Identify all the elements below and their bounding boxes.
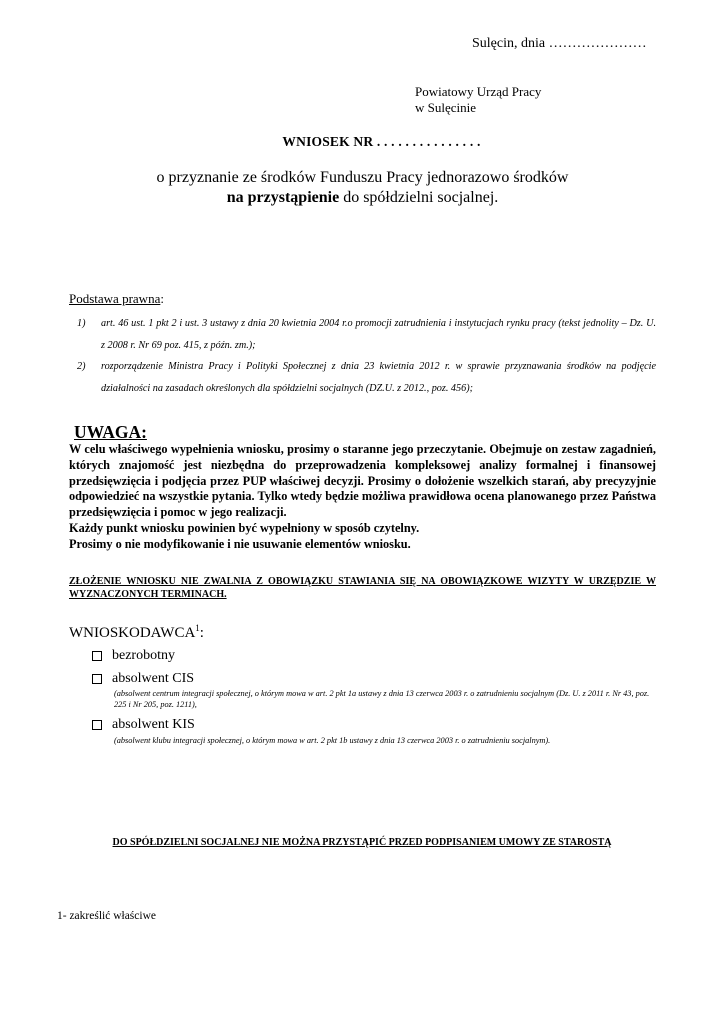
agreement-notice: DO SPÓŁDZIELNI SOCJALNEJ NIE MOŻNA PRZYSTĄPIĆ PRZED PODPISANIEM UMOWY ZE STAROSTĄ xyxy=(112,837,612,848)
office-address xyxy=(415,84,541,116)
legal-basis-colon: : xyxy=(160,291,164,306)
footnote: 1- zakreślić właściwe xyxy=(57,910,156,922)
option-label: absolwent CIS xyxy=(112,671,195,686)
subtitle-bold: na przystąpienie xyxy=(226,189,340,206)
option-bezrobotny[interactable] xyxy=(92,648,175,664)
option-note: (absolwent centrum integracji społecznej, o którym mowa w art. 2 pkt 1a ustawy z dnia 13 czerwca 2003 r. o zatrudnieniu socjalnym (Dz. U. z 2011 r. Nr 43, poz. 225 i Nr 205, poz. 1211), xyxy=(114,689,650,709)
legal-basis-item-number: 1) xyxy=(77,318,86,329)
application-subtitle xyxy=(0,168,725,208)
option-label: bezrobotny xyxy=(112,648,175,663)
legal-basis-item-number: 2) xyxy=(77,361,86,372)
footnote-ref: 1 xyxy=(195,623,200,633)
legal-basis-item-text: rozporządzenie Ministra Pracy i Polityki Społecznej z dnia 23 kwietnia 2012 r. w sprawie przyznawania środków na podjęcie działalności na zasadach określonych dla spółdzielni socjalnych (DZ.U. z 2012., poz. 456); xyxy=(101,361,656,394)
subtitle-line2 xyxy=(0,188,725,208)
option-label: absolwent KIS xyxy=(112,717,195,732)
applicant-label xyxy=(69,623,204,642)
uwaga-paragraph: Prosimy o nie modyfikowanie i nie usuwanie elementów wniosku. xyxy=(69,536,411,551)
option-note: (absolwent klubu integracji społecznej, o którym mowa w art. 2 pkt 1b ustawy z dnia 13 czerwca 2003 r. o zatrudnieniu socjalnym). xyxy=(114,736,551,745)
legal-basis-label-text: Podstawa prawna xyxy=(69,291,161,306)
application-number xyxy=(0,134,725,150)
subtitle-rest: do spółdzielni socjalnej. xyxy=(339,189,499,206)
place-date: Sulęcin, dnia ………………… xyxy=(472,36,647,51)
office-name: Powiatowy Urząd Pracy xyxy=(415,84,542,99)
legal-basis-label xyxy=(69,291,164,307)
legal-basis-list xyxy=(70,313,656,399)
option-absolwent-kis[interactable] xyxy=(92,717,195,733)
applicant-colon: : xyxy=(199,625,204,641)
uwaga-paragraph: Każdy punkt wniosku powinien być wypełniony w sposób czytelny. xyxy=(69,520,420,535)
legal-basis-item xyxy=(70,313,656,356)
office-city: w Sulęcinie xyxy=(415,100,477,115)
checkbox[interactable] xyxy=(92,651,102,661)
visit-notice: ZŁOŻENIE WNIOSKU NIE ZWALNIA Z OBOWIĄZKU STAWIANIA SIĘ NA OBOWIĄZKOWE WIZYTY W URZĘDZIE W WYZNACZONYCH TERMINACH. xyxy=(69,576,656,600)
legal-basis-item-text: art. 46 ust. 1 pkt 2 i ust. 3 ustawy z dnia 20 kwietnia 2004 r.o promocji zatrudnienia i instytucjach rynku pracy (tekst jednolity – Dz. U. z 2008 r. Nr 69 poz. 415, z późn. zm.); xyxy=(101,318,656,351)
checkbox[interactable] xyxy=(92,720,102,730)
checkbox[interactable] xyxy=(92,674,102,684)
legal-basis-item xyxy=(70,356,656,399)
uwaga-paragraph: W celu właściwego wypełnienia wniosku, prosimy o staranne jego przeczytanie. Obejmuje on zestaw zagadnień, których znajomość jest niezbędna do przeprowadzenia kompleksowej analizy formalnej i finansowej przedsięwzięcia i podjęcia przez PUP właściwej decyzji. Prosimy o dołożenie wszelkich starań, aby precyzyjnie odpowiedzieć na wszystkie pytania. Tylko wtedy będzie możliwa prawidłowa ocena planowanego przez Państwa przedsięwzięcia i pomoc w jego realizacji. xyxy=(69,442,656,520)
uwaga-body xyxy=(69,442,656,553)
uwaga-heading: UWAGA: xyxy=(74,422,147,442)
application-number-text: WNIOSEK NR . . . . . . . . . . . . . . . xyxy=(282,134,481,149)
applicant-label-text: WNIOSKODAWCA xyxy=(69,625,196,641)
subtitle-line1: o przyznanie ze środków Funduszu Pracy jednorazowo środków xyxy=(156,169,569,186)
option-absolwent-cis[interactable] xyxy=(92,671,194,687)
